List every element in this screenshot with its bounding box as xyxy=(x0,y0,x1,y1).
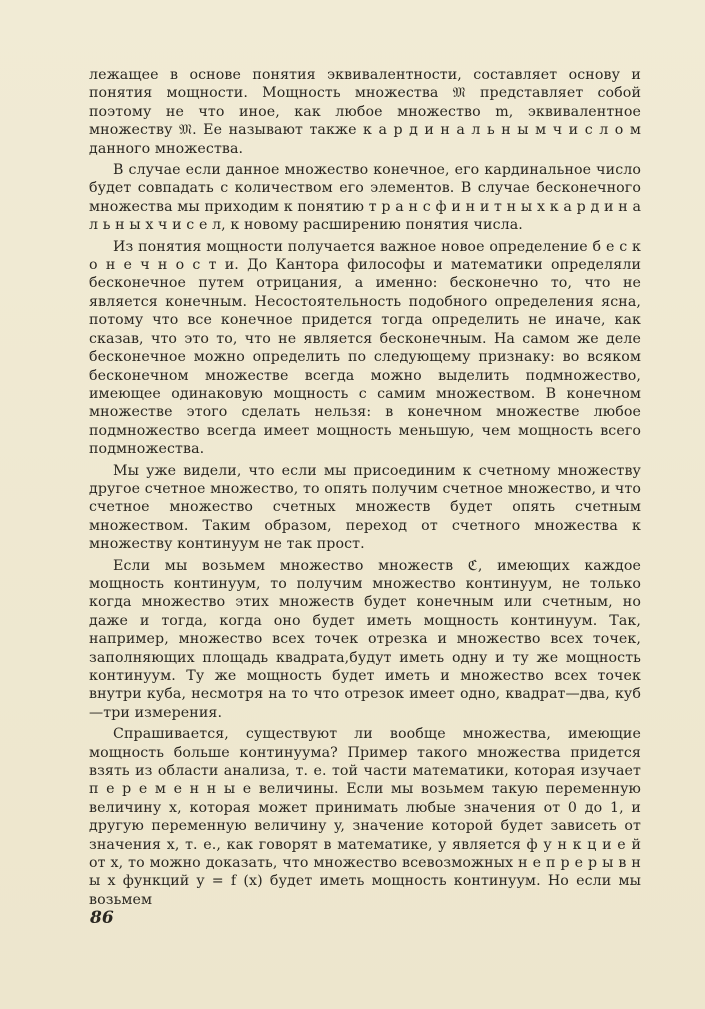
paragraph-5: Если мы возьмем множество множеств ℭ, имеющих каждое мощность континуум, то получим множество континуум, не только когда множество этих множеств будет конечным или счетным, но даже и тогда, когда оно будет иметь мощность континуум. Так, например, множество всех точек отрезка и множество всех точек, заполняющих площадь квадрата,будут иметь одну и ту же мощность континуум. Ту же мощность будет иметь и множество всех точек внутри куба, несмотря на то что отрезок имеет одно, квадрат—два, куб—три измерения. xyxy=(89,557,641,721)
paragraph-4: Мы уже видели, что если мы присоединим к счетному множеству другое счетное множество, то опять получим счетное множество, и что счетное множество счетных множеств будет опять счетным множеством. Таким образом, переход от счетного множества к множеству континуум не так прост. xyxy=(89,462,641,553)
page-number: 86 xyxy=(90,908,114,928)
paragraph-3: Из понятия мощности получается важное новое определение б е с к о н е ч н о с т и. До Кантора философы и математики определяли бесконечное путем отрицания, а именно: бесконечно то, что не является конечным. Несостоятельность подобного определения ясна, потому что все конечное придется тогда определить не иначе, как сказав, что это то, что не является бесконечным. На самом же деле бесконечное можно определить по следующему признаку: во всяком бесконечном множестве всегда можно выделить подмножество, имеющее одинаковую мощность с самим множеством. В конечном множестве этого сделать нельзя: в конечном множестве любое подмножество всегда имеет мощность меньшую, чем мощность всего подмножества. xyxy=(89,238,641,458)
paragraph-1: лежащее в основе понятия эквивалентности, составляет основу и понятия мощности. Мощность множества 𝔐 представляет собой поэтому не что иное, как любое множество m, эквивалентное множеству 𝔐. Ее называют также к а р д и н а л ь н ы м ч и с л о м данного множества. xyxy=(89,67,641,157)
paragraph-2: В случае если данное множество конечное, его кардинальное число будет совпадать с количеством его элементов. В случае бесконечного множества мы приходим к понятию т р а н с ф и н и т н ы х к а р д и н а л ь н ы х ч и с е л, к новому расширению понятия числа. xyxy=(89,162,641,234)
paragraph-6: Спрашивается, существуют ли вообще множества, имеющие мощность больше континуума? Пример такого множества придется взять из области анализа, т. е. той части математики, которая изучает п е р е м е н н ы е величины. Если мы возьмем такую переменную величину x, которая может принимать любые значения от 0 до 1, и другую переменную величину y, значение которой будет зависеть от значения x, т. е., как говорят в математике, y является ф у н к ц и е й от x, то можно доказать, что множество всевозможных н е п р е р ы в н ы х функций y = f (x) будет иметь мощность континуум. Но если мы возьмем xyxy=(89,726,641,908)
text-block xyxy=(89,66,641,912)
